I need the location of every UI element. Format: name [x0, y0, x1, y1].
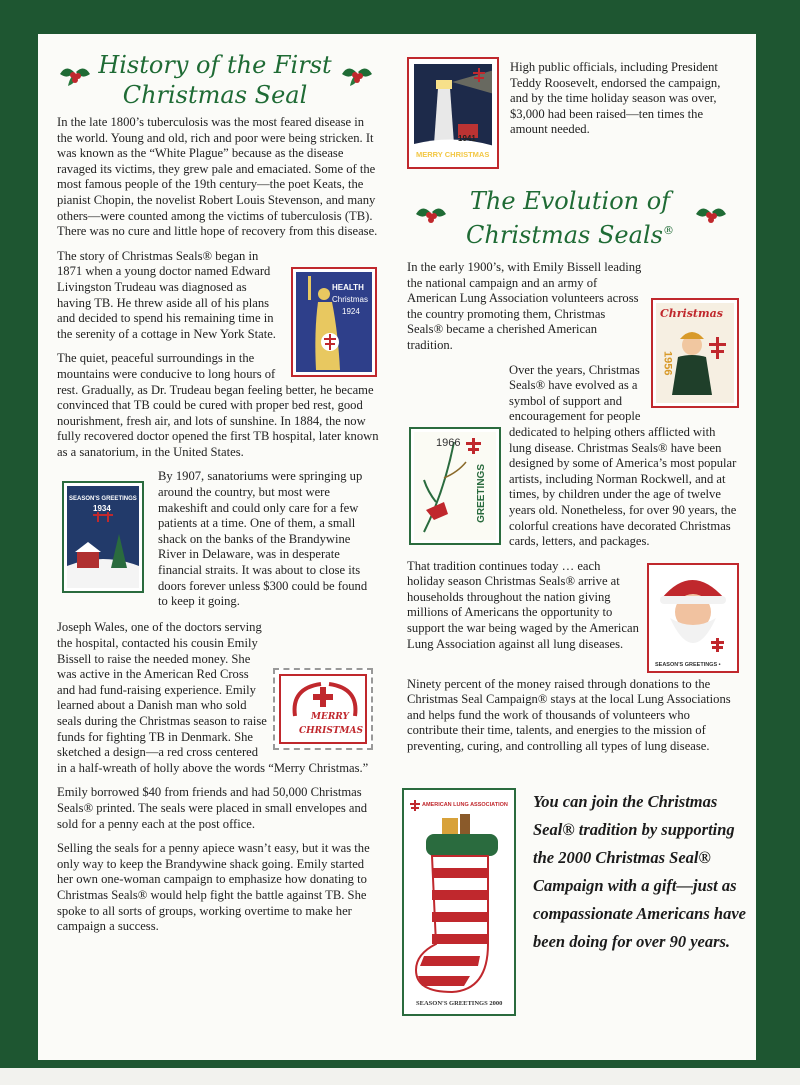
stamp-text: Christmas	[660, 307, 723, 320]
stamp-header: AMERICAN LUNG ASSOCIATION	[422, 802, 508, 808]
stocking-icon	[408, 794, 510, 1010]
holly-icon	[340, 60, 374, 90]
holly-icon	[694, 200, 728, 230]
branch-1966-seal-image	[409, 427, 501, 545]
stamp-text: Christmas	[332, 294, 369, 304]
stamp-year: 1924	[342, 306, 360, 316]
santa-face-icon	[652, 568, 734, 668]
paragraph: Selling the seals for a penny apiece wasn’t easy, but it was the only way to keep the Brandywine shack going. Emily started her own one-woman campaign to emphasize how donating to Christmas Seals® would help fight the battle against TB. She spoke to all sorts of groups, working overtime to make her campaign a success.	[57, 841, 370, 934]
evolution-title: The Evolution of Christmas Seals®	[466, 187, 674, 249]
evolution-column	[407, 260, 739, 764]
girl-1956-seal-image	[651, 298, 739, 408]
stamp-caption: SEASON'S GREETINGS 2000	[416, 1000, 503, 1007]
lighthouse-seal-image	[407, 57, 499, 169]
stamp-text: MERRY	[311, 712, 349, 723]
paragraph: The quiet, peaceful surroundings in the mountains were conducive to long hours of rest. Gradually, as Dr. Trudeau began feeling better, he became convinced that TB could be cured with proper bed rest, good nourishment, fresh air, and lots of sunshine. In 1884, the now fully recovered doctor opened the first TB hospital, later known as a sanatorium, in the United States.	[57, 351, 379, 459]
stamp-year: 1956	[661, 351, 674, 376]
lighthouse-icon	[414, 64, 492, 162]
greetings-1934-seal-image	[62, 481, 144, 593]
paragraph: Emily borrowed $40 from friends and had 50,000 Christmas Seals® printed. The seals were placed in small envelopes and sold for a penny each at the post office.	[57, 785, 368, 831]
stamp-text: CHRISTMAS	[299, 726, 363, 737]
paragraph: Ninety percent of the money raised through donations to the Christmas Seal Campaign® stays at the local Lung Associations and helps fund the work of thousands of volunteers who contribute their time, talents, and energies to the mission of preventing, curing, and controlling all types of lung disease.	[407, 676, 731, 754]
stamp-caption: MERRY CHRISTMAS	[416, 150, 490, 159]
holly-icon	[58, 60, 92, 90]
page-edge	[0, 1068, 800, 1085]
stocking-2000-seal-image	[402, 788, 516, 1016]
merry-christmas-1907-seal-image	[273, 668, 373, 750]
paragraph: In the late 1800’s tuberculosis was the most feared disease in the world. Young and old, rich and poor were being stricken. It was known as the “White Plague” because as the disease ravaged its victims, they grew pale and emaciated. Some of the most famous people of the 19th century—the poet Keats, the pianist Chopin, the novelist Robert Louis Stevenson, and many others—were counted among the victims of tuberculosis (TB). There was no cure and little hope of recovery from this disease.	[57, 115, 378, 239]
paragraph: Christmas 1956 In the early 1900’s, with Emily Bissell leading the national campaign and an army of American Lung Association volunteers across the country promoting them, Christmas Seals® became a cherished American tradition.	[407, 260, 739, 354]
stamp-text: SEASON'S GREETINGS	[69, 496, 137, 503]
donation-appeal: You can join the Christmas Seal® tradition by supporting the 2000 Christmas Seal® Campaign with a gift—just as compassionate Americans have been doing for over 90 years.	[533, 792, 746, 951]
health-1924-seal-image	[291, 267, 377, 377]
paragraph: HEALTH Christmas 1924 The story of Christmas Seals® began in 1871 when a young doctor named Edward Livingston Trudeau was diagnosed as having TB. He threw aside all of his plans and decided to spend his remaining time in the serenity of a cottage in New York State.	[57, 249, 379, 343]
stamp-text: GREETINGS	[476, 463, 487, 523]
paragraph: 1966 GREETINGS Over the years, Christmas Seals® have evolved as a symbol of support and encouragement for people dedicated to helping others afflicted with lung disease. Christmas Seals® have been designed by some of America’s most popular artists, including Norman Rockwell, and at times, by children under the age of twelve years old. Nonetheless, for over 90 years, the colorful creations have decorated Christmas cards, letters, and packages.	[407, 363, 739, 550]
paragraph: SEASON'S GREETINGS 1934 By 1907, sanatoriums were springing up around the country, but most were makeshift and could only care for a few patients at a time. One of them, a small shack on the banks of the Brandywine River in Delaware, was in desperate financial straits. It was about to close its doors forever unless $300 could be found to keep it going.	[57, 469, 379, 611]
roosevelt-paragraph: High public officials, including President Teddy Roosevelt, endorsed the campaign, and by the time holiday season was over, $3,000 had been raised—ten times the amount needed.	[510, 60, 721, 137]
holly-icon	[414, 200, 448, 230]
stamp-text: HEALTH	[332, 282, 364, 292]
history-column	[57, 115, 379, 944]
santa-1983-seal-image	[647, 563, 739, 673]
stamp-year: 1941	[458, 134, 476, 143]
stamp-year: 1966	[436, 436, 461, 449]
paragraph: SEASON'S GREETINGS • That tradition continues today … each holiday season Christmas Seals® arrive at households throughout the nation giving millions of Americans the opportunity to support the war being waged by the American Lung Association against all lung diseases.	[407, 559, 739, 653]
stamp-caption: SEASON'S GREETINGS •	[655, 661, 721, 668]
paragraph: MERRY CHRISTMAS Joseph Wales, one of the doctors serving the hospital, contacted his cousin Emily Bissell to raise the needed money. She was active in the American Red Cross and had fund-raising experience. Emily learned about a Danish man who sold seals during the Christmas season to raise funds for fighting TB in Denmark. She sketched a design—a red cross centered in a half-wreath of holly above the words “Merry Christmas.”	[57, 620, 379, 776]
stamp-year: 1934	[93, 504, 111, 514]
history-title: History of the First Christmas Seal	[98, 51, 332, 109]
